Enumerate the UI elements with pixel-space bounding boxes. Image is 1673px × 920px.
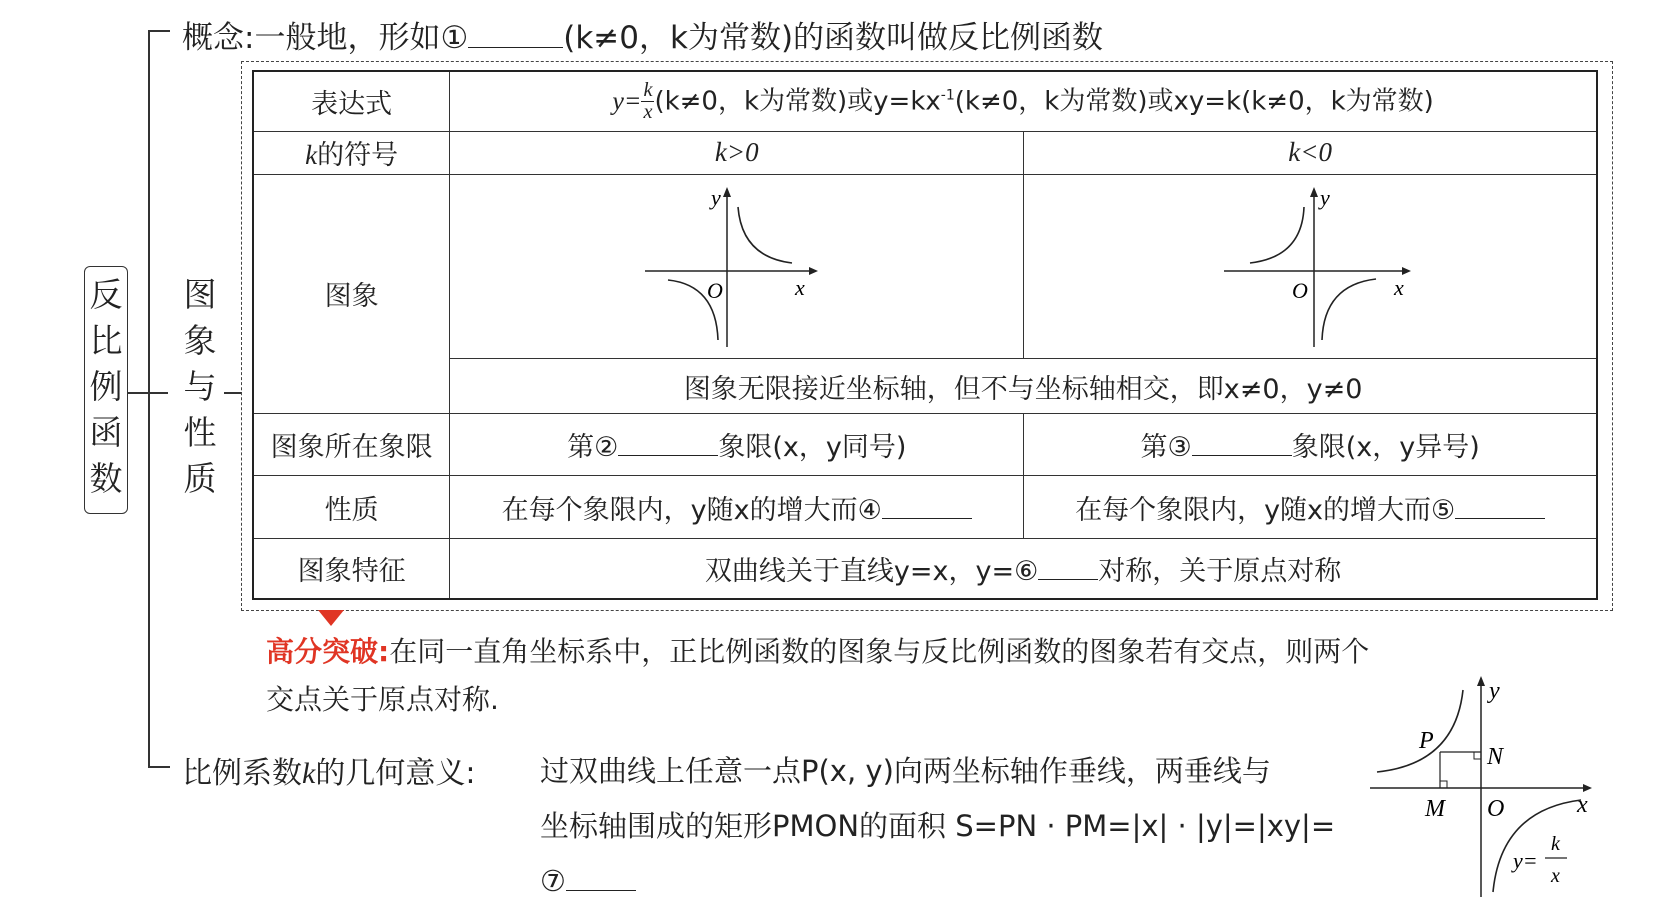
property-positive: 在每个象限内，y随x的增大而④	[450, 476, 1024, 539]
curve-eq-num: k	[1551, 833, 1560, 855]
x-label: x	[1394, 274, 1405, 300]
row-header-expression: 表达式	[253, 71, 450, 131]
tip-pointer-icon	[318, 610, 344, 626]
curve-eq-den: x	[1551, 865, 1560, 887]
hyperbola-branch-right	[1493, 800, 1581, 892]
hyperbola-graph-negative	[1024, 175, 1598, 358]
answer-blank-7[interactable]	[566, 860, 636, 891]
x-axis-arrow	[1583, 784, 1592, 792]
feature-cell: 双曲线关于直线y=x，y=⑥ 对称，关于原点对称	[450, 539, 1597, 599]
tree-vertical-line	[148, 30, 150, 766]
property-negative: 在每个象限内，y随x的增大而⑤	[1024, 476, 1597, 539]
hyperbola-branch-q2	[1250, 207, 1304, 263]
tree-branch-table	[224, 392, 242, 394]
y-axis-arrow	[1477, 676, 1485, 686]
graph-property-title: 图 象 与 性 质	[183, 275, 217, 498]
row-header-sign: k的符号	[253, 131, 450, 174]
answer-blank-4[interactable]	[882, 489, 972, 518]
y-label: y	[1489, 678, 1500, 704]
origin-label: O	[707, 277, 724, 303]
table-row-graph-note	[253, 359, 1597, 414]
graph-cell-positive	[450, 174, 1024, 358]
table-row-expression	[253, 71, 1597, 131]
y-label: y	[1320, 184, 1331, 210]
row-header-feature: 图象特征	[253, 539, 450, 599]
table-row-feature	[253, 539, 1597, 599]
concept-text-before: 一般地，形如①	[254, 20, 469, 56]
row-header-property: 性质	[253, 476, 450, 539]
concept-line	[182, 12, 1103, 57]
right-angle-mark-m	[1440, 781, 1447, 788]
geometry-line-1: 过双曲线上任意一点P(x, y)向两坐标轴作垂线，两垂线与	[540, 754, 1271, 788]
x-axis-arrow	[809, 267, 818, 275]
y-axis-arrow	[723, 187, 731, 197]
graph-cell-negative	[1024, 174, 1597, 358]
geometry-label: 比例系数k的几何意义:	[182, 756, 476, 791]
origin-label: O	[1487, 796, 1505, 822]
topic-title: 反 比 例 函 数	[89, 275, 123, 498]
point-n-label: N	[1487, 744, 1504, 770]
expression-fraction: $\frac{k}{x}$	[643, 78, 653, 123]
tree-branch-geometry	[148, 766, 170, 768]
answer-blank-6[interactable]	[1038, 551, 1098, 580]
geometry-text	[540, 744, 1370, 909]
answer-blank-2[interactable]	[618, 427, 718, 456]
origin-label: O	[1292, 277, 1309, 303]
tree-branch-main	[128, 392, 168, 394]
tip-label: 高分突破:	[266, 635, 390, 668]
geometry-figure	[1365, 672, 1595, 902]
y-label: y	[711, 184, 721, 210]
x-axis-arrow	[1402, 267, 1411, 275]
expression-cell: y= $\frac{k}{x}$ (k≠0，k为常数)或$y=kx^{-1}(k\ne 0$，k为常数)或xy=k(k≠0，k为常数)	[450, 71, 1597, 131]
row-header-quadrant: 图象所在象限	[253, 414, 450, 476]
geometry-line-3: ⑦	[540, 854, 1370, 909]
table-row-sign	[253, 131, 1597, 174]
hyperbola-graph-positive	[450, 175, 1025, 358]
curve-eq-label: y=	[1513, 848, 1538, 873]
answer-blank-1[interactable]	[468, 14, 563, 48]
hyperbola-branch-q1	[738, 207, 792, 263]
table-row-quadrant	[253, 414, 1597, 476]
point-m-label: M	[1425, 796, 1445, 822]
geometry-line-2: 坐标轴围成的矩形PMON的面积 S=PN · PM=|x| · |y|=|xy|=	[540, 809, 1336, 843]
answer-blank-5[interactable]	[1455, 489, 1545, 518]
sign-negative: k<0	[1024, 131, 1597, 174]
tip-line-2: 交点关于原点对称.	[266, 683, 499, 716]
quadrant-positive: 第② 象限(x，y同号)	[450, 414, 1024, 476]
tree-branch-concept	[148, 30, 170, 32]
quadrant-negative: 第③ 象限(x，y异号)	[1024, 414, 1597, 476]
right-angle-mark-n	[1474, 752, 1481, 759]
point-p-label: P	[1419, 728, 1434, 754]
row-header-graph: 图象	[253, 174, 450, 413]
x-label: x	[1577, 792, 1588, 818]
tip-line-1: 高分突破:在同一直角坐标系中，正比例函数的图象与反比例函数的图象若有交点，则两个	[266, 635, 1370, 668]
x-label: x	[795, 274, 805, 300]
properties-table	[252, 70, 1598, 600]
concept-label: 概念:	[182, 20, 255, 56]
hyperbola-branch-q4	[1322, 279, 1376, 340]
table-row-property	[253, 476, 1597, 539]
answer-blank-3[interactable]	[1192, 427, 1292, 456]
y-axis-arrow	[1310, 187, 1318, 197]
graph-note: 图象无限接近坐标轴，但不与坐标轴相交，即x≠0，y≠0	[450, 359, 1597, 414]
sign-positive: k>0	[450, 131, 1024, 174]
concept-text-after: (k≠0，k为常数)的函数叫做反比例函数	[563, 20, 1104, 56]
table-row-graph	[253, 174, 1597, 358]
